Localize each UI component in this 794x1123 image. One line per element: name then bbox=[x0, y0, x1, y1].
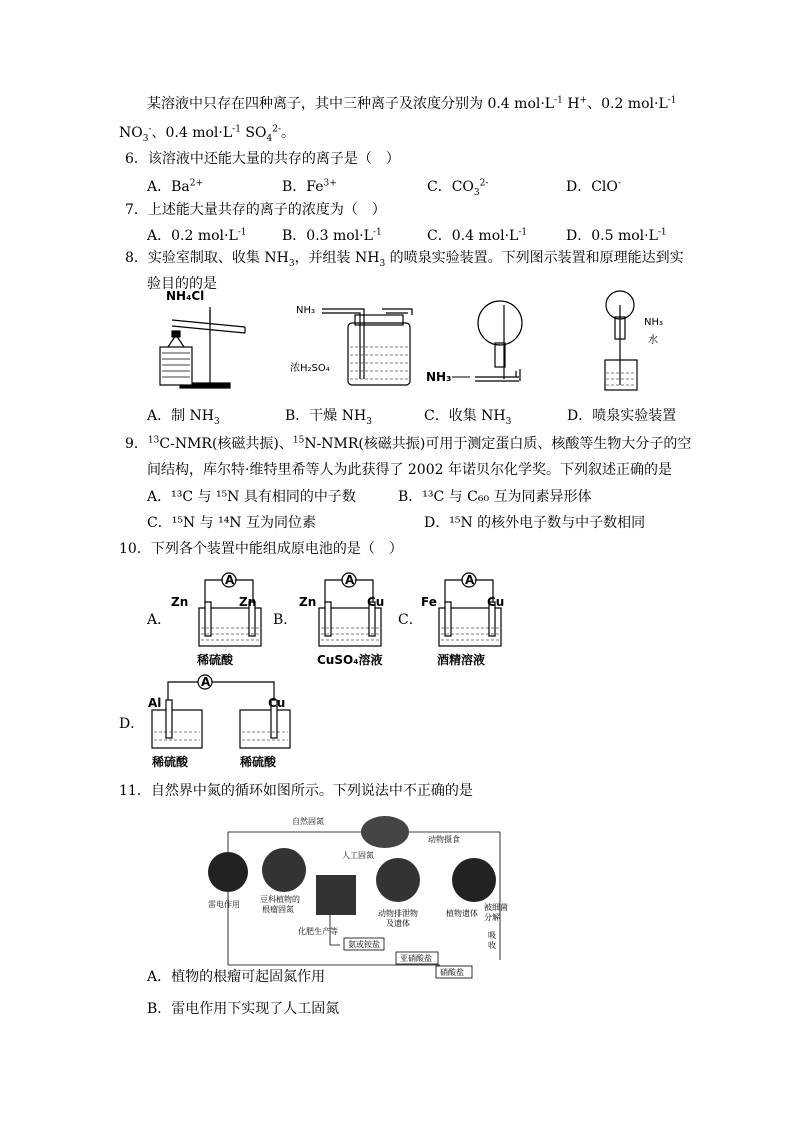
lightning-image bbox=[208, 852, 248, 892]
fig-c-nh3-label: NH₃ bbox=[426, 370, 452, 384]
q8-option-c[interactable]: C．收集 $NH_3$ bbox=[424, 408, 512, 427]
nitrate-box: 硝酸盐 bbox=[440, 968, 464, 977]
fertilizer-label: 化肥生产等 bbox=[298, 927, 338, 936]
bacteria-label-1: 被细菌 bbox=[484, 903, 508, 912]
legume-label-2: 根瘤固氮 bbox=[262, 905, 294, 914]
cell-a-right-electrode: Zn bbox=[239, 595, 257, 609]
factory-image bbox=[316, 875, 356, 915]
q11-stem: 11．自然界中氮的循环如图所示。下列说法中不正确的是 bbox=[119, 783, 473, 799]
q8-option-b[interactable]: B．干燥 $NH_3$ bbox=[285, 408, 372, 427]
cell-b-meter: A bbox=[345, 573, 355, 587]
fig-b-h2so4-label: 浓H₂SO₄ bbox=[290, 363, 330, 374]
fig-a-nh4cl-label: NH₄Cl bbox=[166, 289, 205, 303]
cell-d-right-electrode: Cu bbox=[268, 696, 286, 710]
q9-option-b[interactable]: B．¹³C 与 C₆₀ 互为同素异形体 bbox=[398, 489, 592, 505]
cell-b-right-electrode: Cu bbox=[367, 595, 385, 609]
ammonia-box: 氨或铵盐 bbox=[348, 940, 380, 949]
natural-fix-label: 自然固氮 bbox=[292, 817, 324, 826]
q6-option-d[interactable]: D．ClO- bbox=[566, 178, 621, 195]
cell-d-solution-right: 稀硫酸 bbox=[240, 755, 277, 769]
cell-c-meter: A bbox=[465, 573, 475, 587]
q7-option-c[interactable]: C．0.4 $mol\cdot L^{-1}$ bbox=[427, 227, 528, 244]
q10-stem: 10．下列各个装置中能组成原电池的是（ ） bbox=[119, 541, 403, 557]
q11-option-a[interactable]: A．植物的根瘤可起固氮作用 bbox=[147, 969, 326, 985]
q10-option-a[interactable]: A． bbox=[147, 612, 172, 628]
q9-stem-1: 9．$^{13}$C-NMR(核磁共振)、$^{15}$N-NMR(核磁共振)可用于测定蛋白质、核酸等生物大分子的空 bbox=[125, 435, 692, 452]
q8-stem-1: 8．实验室制取、收集 $NH_3$，并组装 $NH_3$ 的喷泉实验装置。下列图示装置和原理能达到实 bbox=[125, 250, 684, 269]
q6-option-b[interactable]: B．$Fe^{3+}$ bbox=[282, 178, 337, 195]
cell-d-meter: A bbox=[201, 675, 211, 689]
fig-b-drying-bottle bbox=[322, 309, 412, 385]
q11-option-b[interactable]: B．雷电作用下实现了人工固氮 bbox=[147, 1001, 340, 1017]
absorb-label-2: 收 bbox=[488, 941, 496, 950]
artificial-fix-label: 人工固氮 bbox=[342, 851, 374, 860]
fig-d-nh3-label: NH₃ bbox=[644, 317, 664, 328]
q8-option-d[interactable]: D．喷泉实验装置 bbox=[567, 408, 677, 424]
animal-waste-label-1: 动物排泄物 bbox=[378, 909, 418, 918]
absorb-label-1: 吸 bbox=[488, 931, 496, 940]
fig-d-fountain-apparatus bbox=[605, 291, 637, 390]
fig-c-collection-flask bbox=[475, 301, 522, 381]
intro-line-2: $NO_3^-$、0.4 $mol\cdot L^{-1}$ $SO_4^{2-}$。 bbox=[119, 124, 295, 144]
animal-image bbox=[376, 858, 420, 902]
intro-line-1: 某溶液中只存在四种离子，其中三种离子及浓度分别为 0.4 $mol\cdot L^{-1}$ H+、0.2 $mol\cdot L^{-1}$ bbox=[147, 95, 677, 112]
legume-label-1: 豆科植物的 bbox=[260, 895, 300, 904]
animal-waste-label-2: 及遗体 bbox=[386, 919, 410, 928]
q10-option-c[interactable]: C． bbox=[398, 612, 423, 628]
bacteria-label-2: 分解 bbox=[484, 913, 500, 922]
q11-nitrogen-cycle-diagram bbox=[200, 810, 510, 980]
lightning-label: 雷电作用 bbox=[208, 900, 240, 909]
fig-d-water-label: 水 bbox=[648, 335, 658, 346]
animal-eat-label: 动物摄食 bbox=[428, 835, 460, 844]
nitrite-box: 亚硝酸盐 bbox=[400, 954, 432, 963]
fig-b-nh3-label: NH₃ bbox=[296, 305, 316, 316]
q7-option-b[interactable]: B．0.3 $mol\cdot L^{-1}$ bbox=[282, 227, 382, 244]
cell-a-solution: 稀硫酸 bbox=[197, 653, 234, 667]
q9-option-d[interactable]: D．¹⁵N 的核外电子数与中子数相同 bbox=[424, 515, 646, 531]
cell-c-solution: 酒精溶液 bbox=[437, 653, 486, 667]
legume-image bbox=[262, 848, 306, 892]
q8-stem-2: 验目的的是 bbox=[147, 276, 217, 292]
plant-image bbox=[452, 858, 496, 902]
sky-image bbox=[361, 816, 409, 848]
cell-b-solution: CuSO₄溶液 bbox=[317, 653, 383, 667]
q6-stem: 6．该溶液中还能大量的共存的离子是（ ） bbox=[125, 151, 400, 167]
cell-c-left-electrode: Fe bbox=[421, 595, 437, 609]
q6-option-c[interactable]: C．$CO_3^{2-}$ bbox=[427, 178, 489, 198]
q10-cells-row bbox=[165, 568, 515, 668]
q10-option-d[interactable]: D． bbox=[119, 716, 145, 732]
plant-remains-label: 植物遗体 bbox=[446, 909, 478, 918]
q7-option-a[interactable]: A．0.2 $mol\cdot L^{-1}$ bbox=[147, 227, 247, 244]
q10-option-b[interactable]: B． bbox=[273, 612, 298, 628]
cell-a-left-electrode: Zn bbox=[171, 595, 189, 609]
q7-stem: 7．上述能大量共存的离子的浓度为（ ） bbox=[125, 202, 386, 218]
q7-option-d[interactable]: D．0.5 $mol\cdot L^{-1}$ bbox=[566, 227, 667, 244]
cell-d-left-electrode: Al bbox=[148, 696, 162, 710]
cell-d-solution-left: 稀硫酸 bbox=[152, 755, 189, 769]
fig-a-heating-apparatus bbox=[160, 307, 245, 388]
cell-a-meter: A bbox=[225, 573, 235, 587]
q9-option-a[interactable]: A．¹³C 与 ¹⁵N 具有相同的中子数 bbox=[147, 489, 356, 505]
q8-option-a[interactable]: A．制 $NH_3$ bbox=[147, 408, 220, 427]
q10-cell-d bbox=[140, 670, 300, 770]
q9-option-c[interactable]: C．¹⁵N 与 ¹⁴N 互为同位素 bbox=[147, 515, 317, 531]
q9-stem-2: 间结构，库尔特·维特里希等人为此获得了 2002 年诺贝尔化学奖。下列叙述正确的是 bbox=[147, 462, 672, 478]
cell-b-left-electrode: Zn bbox=[299, 595, 317, 609]
q8-figures bbox=[150, 285, 690, 395]
q6-option-a[interactable]: A．$Ba^{2+}$ bbox=[147, 178, 204, 195]
cell-c-right-electrode: Cu bbox=[487, 595, 505, 609]
